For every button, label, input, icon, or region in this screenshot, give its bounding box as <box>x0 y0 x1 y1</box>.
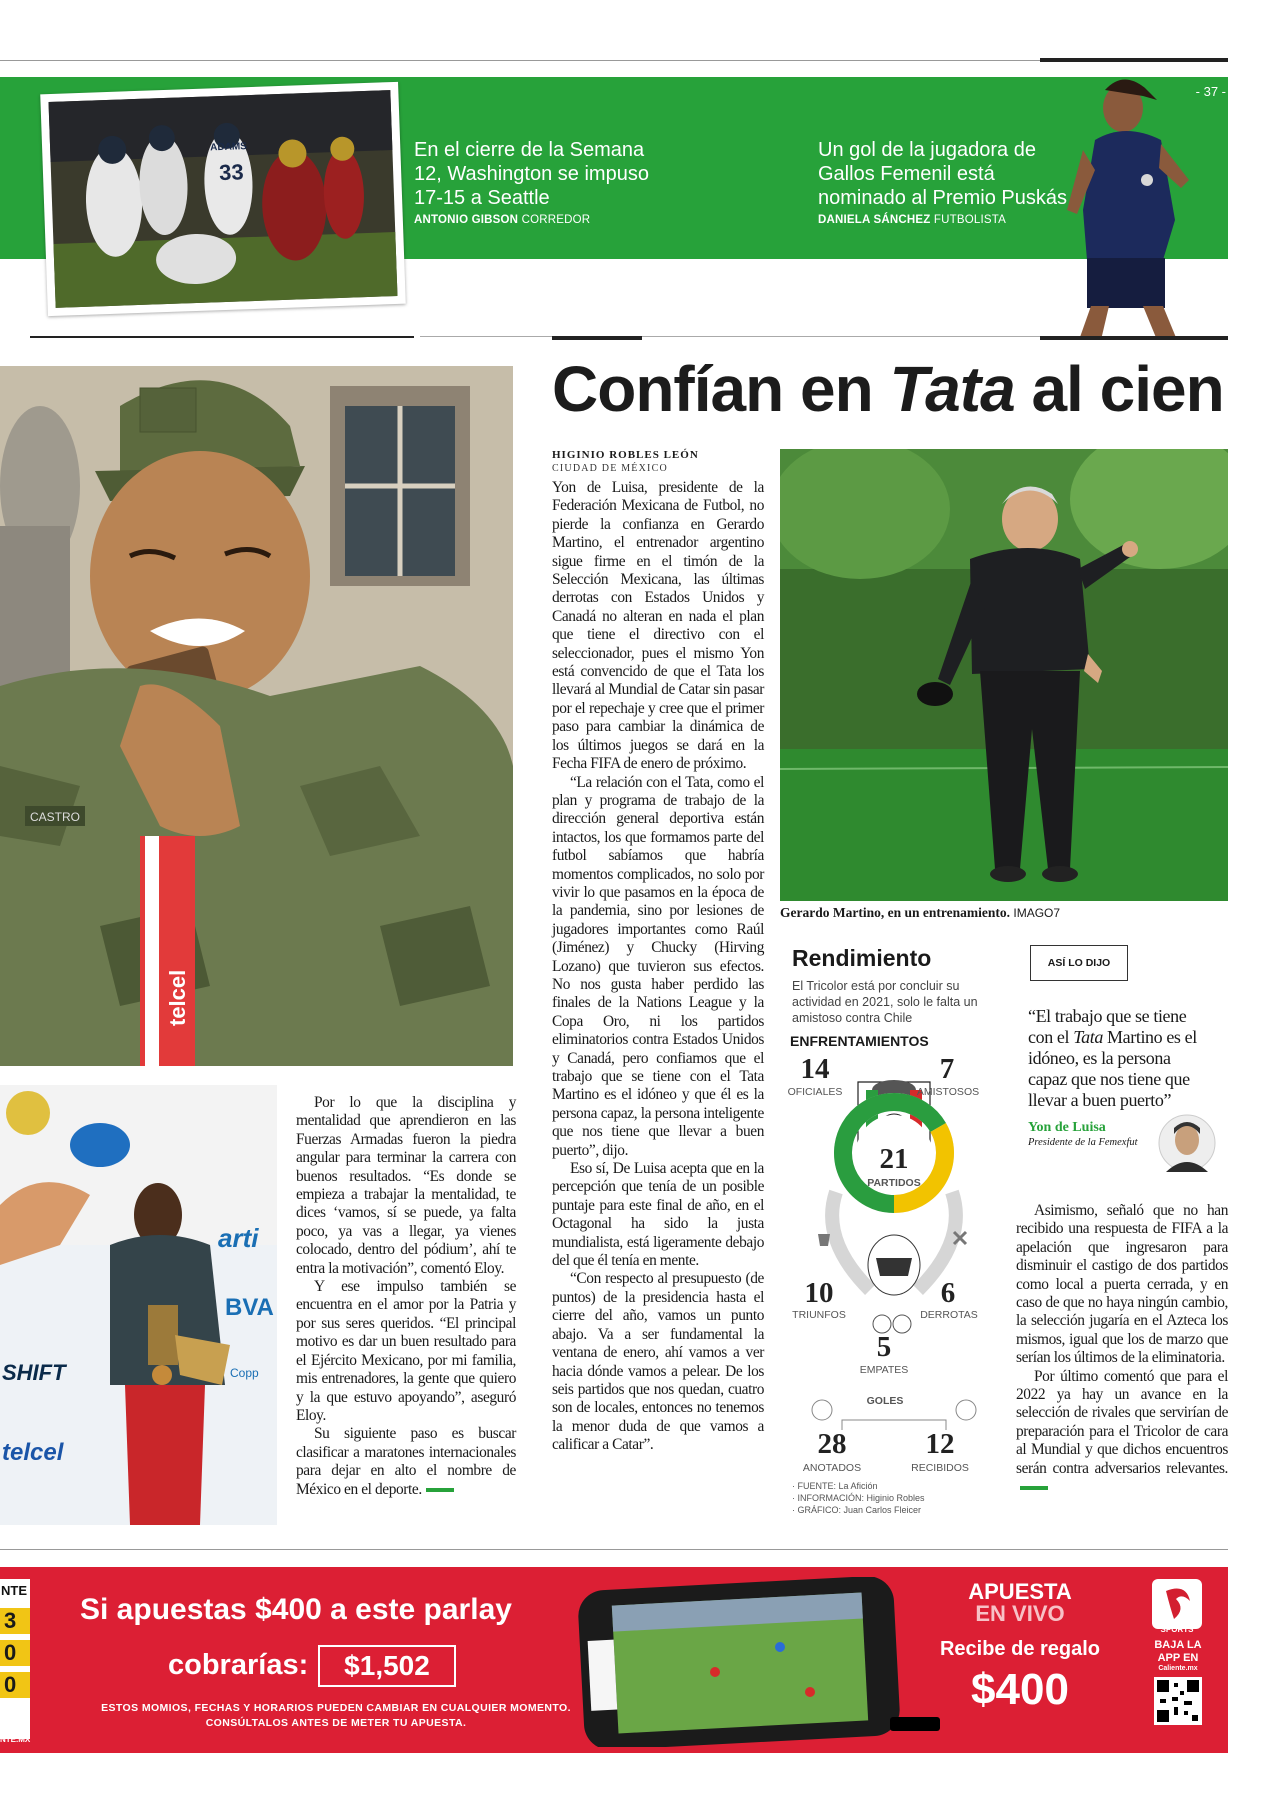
uniform-name-tag: CASTRO <box>30 810 81 824</box>
photo-caption <box>780 905 1060 921</box>
section-label: ENFRENTAMIENTOS <box>790 1033 929 1049</box>
sponsor-telcel: telcel <box>2 1439 64 1466</box>
photo-credit: IMAGO7 <box>1013 906 1061 920</box>
ball-icon <box>956 1400 976 1420</box>
qr-code-icon[interactable] <box>1154 1677 1202 1725</box>
amount-box <box>318 1645 456 1687</box>
trophy-icon <box>818 1234 830 1246</box>
bottom-rule <box>0 1549 1228 1550</box>
ad-line-2: cobrarías: <box>168 1649 309 1681</box>
ad-disclaimer-1: ESTOS MOMIOS, FECHAS Y HORARIOS PUEDEN CAMBIAR EN CUALQUIER MOMENTO. <box>101 1702 571 1714</box>
quote-author: Yon de Luisa <box>1028 1120 1106 1135</box>
jersey-name: ADAMS <box>210 141 248 154</box>
advertisement[interactable] <box>0 1567 1228 1753</box>
odds-stub-row: 0 <box>0 1640 30 1666</box>
stat-oficiales-label: OFICIALES <box>787 1086 843 1098</box>
sponsor-telcel: telcel <box>165 969 190 1026</box>
byline: HIGINIO ROBLES LEÓN <box>552 449 699 461</box>
odds-stub-row: 0 <box>0 1672 30 1698</box>
stat-partidos-value: 21 <box>879 1143 909 1175</box>
stat-recibidos-value: 12 <box>925 1428 955 1460</box>
quote-post: Martino es el idóneo, es la persona capaz que nos tiene que llevar a buen puerto” <box>1028 1027 1197 1110</box>
caliente-logo[interactable] <box>1152 1579 1202 1629</box>
apuesta-title: APUESTA <box>968 1579 1072 1604</box>
odds-stub-url: NTE.MX <box>0 1735 31 1744</box>
article-paragraph: “La relación con el Tata, como el plan y programa de trabajo de la dirección general deportiva están intactos, los que formamos parte del futbol sabíamos que habría momentos complicados, no solo por vivir lo que pasamos en la época de la pandemia, sino por lesiones de jugadores importantes como Raúl (Jiménez) y Chucky (Hirving Lozano) que tuvieron sus efectos. No nos gusta haber perdido las finales de la Nations League y la Copa Oro, ni los partidos eliminatorios contra Estados Unidos y Canadá, pero confiamos que el trabajo que se tiene con el Tata Martino es el idóneo y que él es la persona capaz, la persona inteligente que nos tiene que llevar a buen puerto”, dijo. <box>552 773 764 1159</box>
stat-oficiales-value: 14 <box>800 1053 830 1085</box>
infographic-subtitle: El Tricolor está por concluir su actividad en 2021, solo le falta un amistoso contra Chile <box>792 979 978 1025</box>
banner-left-story[interactable] <box>414 138 664 226</box>
banner-right-headline[interactable]: Un gol de la jugadora de Gallos Femenil está nominado al Premio Puskás <box>818 139 1068 209</box>
infographic-title: Rendimiento <box>792 945 932 971</box>
article-paragraph: Yon de Luisa, presidente de la Federación Mexicana de Futbol, no pierde la confianza en Gerardo Martino, el entrenador argentino sigue firme en el timón de la Selección Mexicana, las últimas derrotas con Estados Unidos y Canadá no alteran en nada el plan que tiene el directivo con el seleccionador, pues el mismo Yon está convencido de que el Tata los llevará al Mundial de Catar sin pasar por el repechaje y cree que el primer paso para cambiar la dinámica de los últimos juegos se dará en la Fecha FIFA de enero de próximo. <box>552 479 764 773</box>
stat-empates-label: EMPATES <box>859 1364 909 1376</box>
banner-left-headline[interactable]: En el cierre de la Semana 12, Washington se impuso 17-15 a Seattle <box>414 139 649 209</box>
recibe-label: Recibe de regalo <box>939 1638 1101 1660</box>
quote-author-role: Presidente de la Femexfut <box>1028 1137 1138 1148</box>
results-graphic <box>790 1050 1000 1480</box>
source-line: · INFORMACIÓN: Higinio Robles <box>792 1493 925 1503</box>
odds-stub-row: 3 <box>0 1608 30 1634</box>
odds-stub-header: NTE <box>1 1583 27 1598</box>
odds-stub <box>0 1579 30 1739</box>
author-portrait <box>1158 1114 1216 1172</box>
infographic-sources <box>792 1480 925 1516</box>
article-headline <box>552 352 1224 426</box>
article-column-3 <box>1016 1202 1228 1497</box>
caption-name: ANTONIO GIBSON <box>414 214 519 226</box>
headline-ital: Tata <box>889 353 1015 425</box>
byline-location: CIUDAD DE MÉXICO <box>552 463 668 474</box>
article-paragraph: Eso sí, De Luisa acepta que en la percepción que tenía de un posible puntaje para este final de año, en el Octagonal ha sido la justa mundialista, está ligeramente debajo del que él tenía en mente. <box>552 1160 764 1270</box>
headline-pre: Confían en <box>552 353 890 425</box>
article-column-1 <box>552 479 764 1455</box>
stat-triunfos-label: TRIUNFOS <box>792 1309 846 1321</box>
brand-label: SPORTS <box>1160 1625 1194 1634</box>
banner-right-story[interactable] <box>818 138 1068 226</box>
sponsor-copp: Copp <box>230 1366 259 1380</box>
amount-value: $1,502 <box>344 1650 430 1681</box>
caption-role: CORREDOR <box>521 214 591 226</box>
soldier-photo <box>0 366 513 1066</box>
coach-photo <box>780 449 1228 901</box>
stat-derrotas-value: 6 <box>940 1277 956 1309</box>
app-line-2: APP EN <box>1157 1652 1199 1664</box>
side-paragraph <box>296 1425 516 1499</box>
ball-icon <box>812 1400 832 1420</box>
sponsor-bva: BVA <box>225 1294 274 1321</box>
stat-recibidos-label: RECIBIDOS <box>911 1462 969 1474</box>
svg-text:arti: arti <box>218 1223 259 1253</box>
arc-left <box>832 1192 870 1290</box>
stat-derrotas-label: DERROTAS <box>920 1309 978 1321</box>
gift-amount: $400 <box>971 1665 1069 1714</box>
goles-label: GOLES <box>866 1395 904 1407</box>
source-line: · GRÁFICO: Juan Carlos Fleicer <box>792 1505 922 1515</box>
article-paragraph <box>1016 1368 1228 1497</box>
stat-anotados-value: 28 <box>817 1428 847 1460</box>
phone-mockup <box>575 1577 905 1747</box>
page-number: - 37 - <box>1195 84 1226 99</box>
ad-disclaimer-2: CONSÚLTALOS ANTES DE METER TU APUESTA. <box>205 1717 467 1729</box>
banner-right-caption <box>818 214 1068 226</box>
stat-triunfos-value: 10 <box>804 1277 834 1309</box>
app-site: Caliente.mx <box>1158 1665 1198 1672</box>
paragraph-text: Por último comentó que para el 2022 ya hay un avance en la selección de rivales que servirían de preparación para el Tricolor de cara al Mundial y que dichos encuentros serán contra adversarios relevantes. <box>1016 1367 1228 1477</box>
quote-ital: Tata <box>1073 1027 1103 1047</box>
caption-text: Gerardo Martino, en un entrenamiento. <box>780 905 1010 920</box>
jersey-number: 33 <box>218 159 244 186</box>
stat-anotados-label: ANOTADOS <box>802 1462 862 1474</box>
rule-accent <box>552 336 642 340</box>
stat-empates-value: 5 <box>876 1331 892 1363</box>
banner-left-caption <box>414 214 664 226</box>
ad-line-1: Si apuestas $400 a este parlay <box>80 1593 512 1626</box>
article-paragraph: Asimismo, señaló que no han recibido una respuesta de FIFA a la apelación que ingresaron para disminuir el castigo de dos partidos como local a puerta cerrada, y en caso de que no haya ningún cambio, la selección jugaría en el Azteca los mismos, igual que los de marzo que serían los últimos de la eliminatoria. <box>1016 1202 1228 1367</box>
paragraph-text: Su siguiente paso es buscar clasificar a maratones internacionales para dejar en alto el nombre de México en el deporte. <box>296 1425 516 1498</box>
article-paragraph: “Con respecto al presupuesto (de puntos) de la presidencia hasta el cierre del año, vamos un punto abajo. Va a ser fundamental la ventana de enero, ahí vamos a ver hacia dónde vamos a pelear. De los seis partidos que nos quedan, cuatro son de locales, entonces no tenemos la menor duda de que vamos a calificar a Catar”. <box>552 1270 764 1454</box>
side-paragraph: Y ese impulso también se encuentra en el amor por la Patria y por sus seres queridos. “El principal motivo es dar un buen resultado para el Ejército Mexicano, por mi familia, mis entrenadores, la gente que quiero y la que estuvo apoyando”, aseguró Eloy. <box>296 1278 516 1424</box>
pull-quote <box>1028 1006 1208 1111</box>
soccer-player-photo <box>1065 60 1195 340</box>
caption-name: DANIELA SÁNCHEZ <box>818 214 931 226</box>
end-mark <box>426 1488 454 1492</box>
stat-partidos-label: PARTIDOS <box>867 1177 921 1189</box>
quote-pre: “El trabajo que se tiene con el <box>1028 1006 1187 1047</box>
source-line: · FUENTE: La Afición <box>792 1481 878 1491</box>
runner-photo <box>0 1085 277 1525</box>
rule <box>30 336 414 338</box>
stat-amistosos-label: AMISTOSOS <box>916 1086 980 1098</box>
side-paragraph: Por lo que la disciplina y mentalidad que aprendieron en las Fuerzas Armadas fueron la piedra angular para terminar la carrera con buenos resultados. “Es donde se empieza a trabajar la mentalidad, te dices ‘vamos, sí se puede, ya falta poco, ya vas a llegar, ya vienes colocado, dentro del pódium’, ahí te entra la motivación”, comentó Eloy. <box>296 1094 516 1277</box>
caption-role: FUTBOLISTA <box>933 214 1006 226</box>
stat-amistosos-value: 7 <box>939 1053 955 1085</box>
end-mark <box>1020 1486 1048 1490</box>
sponsor-shift: SHIFT <box>2 1360 66 1385</box>
app-line-1: BAJA LA <box>1154 1639 1202 1651</box>
headline-post: al cien <box>1014 353 1224 425</box>
en-vivo-title: EN VIVO <box>975 1601 1065 1626</box>
app-store-badge[interactable] <box>890 1717 940 1731</box>
football-photo <box>40 82 406 316</box>
side-story-column <box>296 1094 516 1499</box>
arc-right <box>918 1192 956 1290</box>
asi-lo-dijo-label: ASÍ LO DIJO <box>1030 945 1128 981</box>
rule-accent <box>1040 336 1228 340</box>
